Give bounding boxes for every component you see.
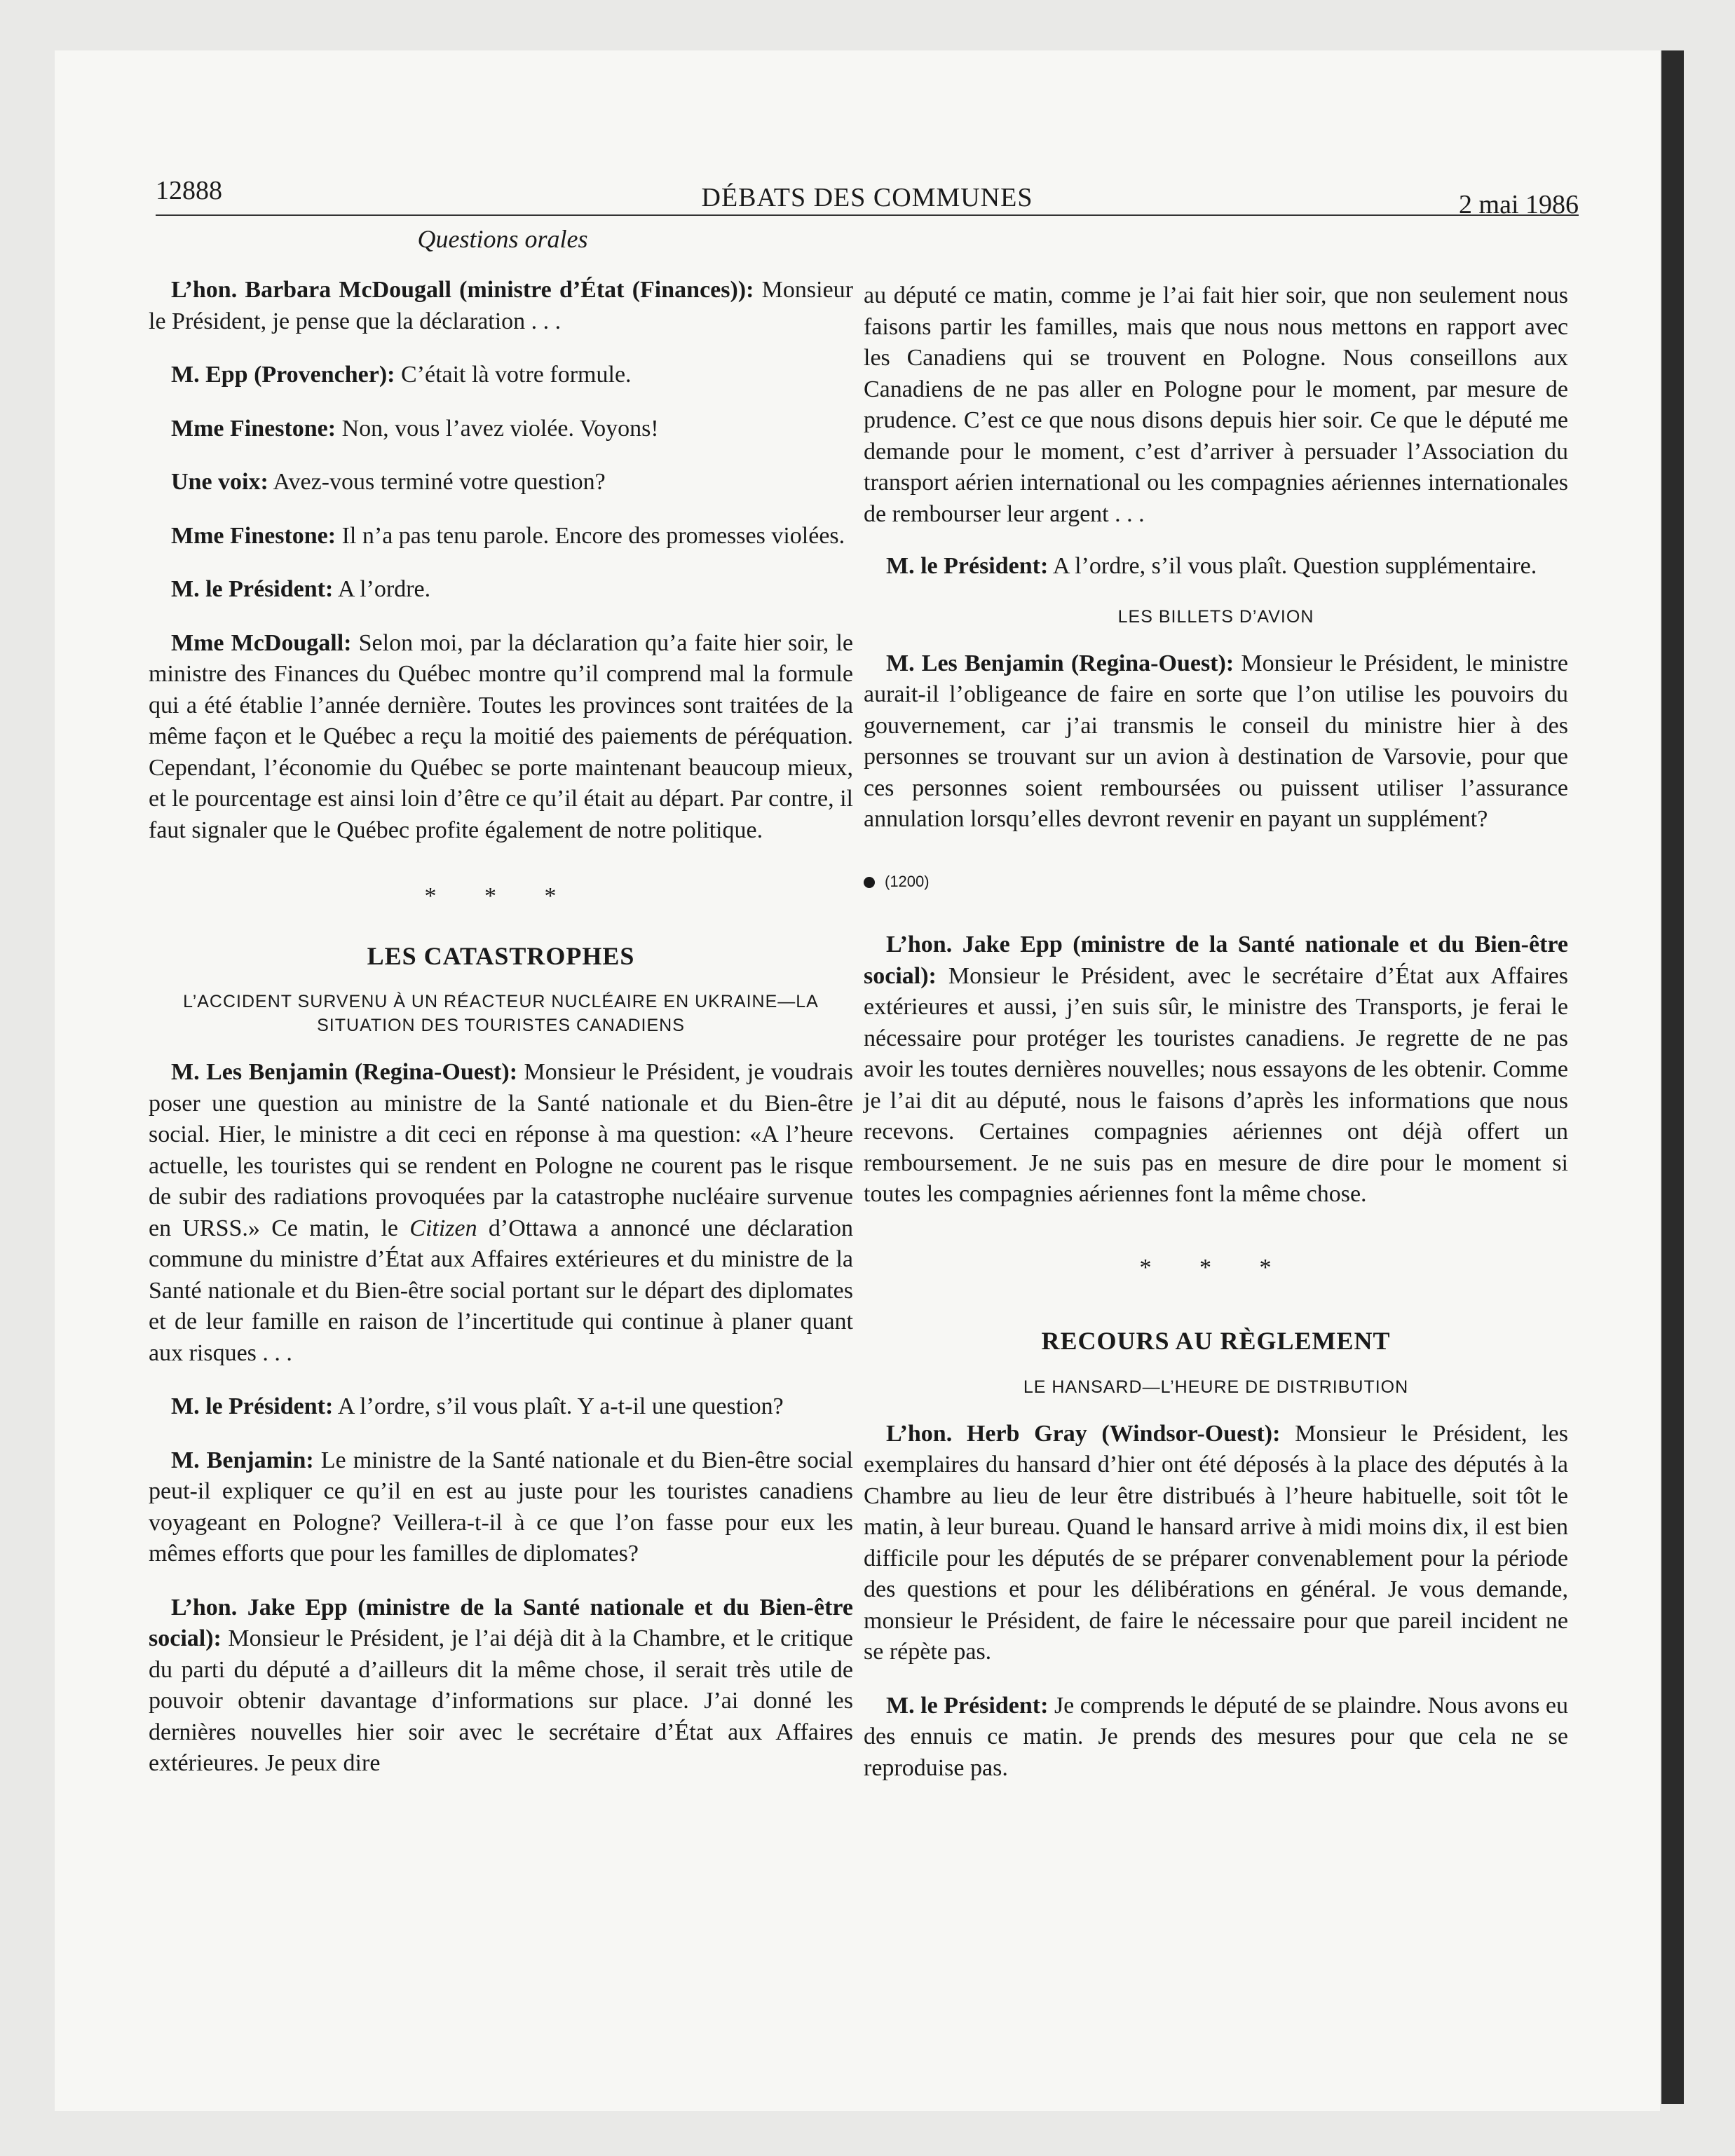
speaker: M. le Président: <box>171 1393 334 1419</box>
subsection-heading: LE HANSARD—L’HEURE DE DISTRIBUTION <box>1023 1377 1409 1397</box>
paragraph: M. Epp (Provencher): C’était là votre formule. <box>171 362 632 388</box>
bullet-icon <box>864 877 875 888</box>
speaker: L’hon. Barbara McDougall (ministre d’État (Finances)): <box>171 277 754 303</box>
speaker: Mme Finestone: <box>171 522 336 549</box>
paragraph: Mme Finestone: Il n’a pas tenu parole. Encore des promesses violées. <box>171 522 845 549</box>
speaker: M. Les Benjamin (Regina-Ouest): <box>171 1059 518 1085</box>
publication-title: DÉBATS DES COMMUNES <box>701 183 1033 212</box>
paragraph: M. le Président: A l’ordre, s’il vous plaît. Question supplémentaire. <box>886 553 1537 579</box>
section-separator: * * * <box>424 883 578 909</box>
speaker: Mme McDougall: <box>171 629 352 656</box>
paragraph: L’hon. Herb Gray (Windsor-Ouest): Monsieur le Président, les exemplaires du hansard d’hier ont été déposés à la place des députés à la Chambre au lieu de leur être distribués à l’heure habituelle, soit tôt le matin, à leur bureau. Quand le hansard arrive à midi moins dix, il est bien difficile pour les députés de se préparer convenablement pour la période des questions et pour les délibérations en général. Je vous demande, monsieur le Président, de faire le nécessaire pour que pareil incident ne se répète pas. <box>864 1420 1568 1665</box>
speaker: M. Les Benjamin (Regina-Ouest): <box>886 650 1234 676</box>
paragraph-continued: au député ce matin, comme je l’ai fait hier soir, que non seulement nous faisons partir les familles, mais que nous nous mettons en rapport avec les Canadiens qui se trouvent en Pologne. Nous conseillons aux Canadiens de ne pas aller en Pologne pour le moment, par mesure de prudence. C’est ce que nous disons depuis hier soir. Ce que le député me demande pour le moment, c’est d’arriver à persuader l’Association du transport aérien international ou les compagnies aériennes internationales de rembourser leur argent . . . <box>864 282 1568 527</box>
subsection-heading: LES BILLETS D’AVION <box>1117 606 1314 627</box>
running-head: Questions orales <box>417 225 588 253</box>
page-number: 12888 <box>156 176 222 205</box>
paragraph: L’hon. Barbara McDougall (ministre d’État (Finances)): Monsieur le Président, je pense que la déclaration . . . <box>149 277 853 334</box>
paragraph: Mme Finestone: Non, vous l’avez violée. Voyons! <box>171 415 659 442</box>
page-header <box>156 175 1579 219</box>
speaker: M. Benjamin: <box>171 1447 314 1473</box>
paragraph: M. le Président: A l’ordre, s’il vous plaît. Y a-t-il une question? <box>171 1393 784 1419</box>
speaker: M. le Président: <box>886 1692 1049 1719</box>
speaker: L’hon. Jake Epp (ministre de la Santé nationale et du Bien-être social): <box>864 932 1568 989</box>
paragraph: M. Les Benjamin (Regina-Ouest): Monsieur le Président, le ministre aurait-il l’obligeance de faire en sorte que l’on utilise les pouvoirs du gouvernement, car j’ai transmis le conseil du ministre hier à des personnes se trouvant sur un avion à destination de Varsovie, pour que ces personnes soient remboursées ou puissent utiliser l’assurance annulation lorsqu’elles devront revenir en payant un supplément? <box>864 650 1568 832</box>
section-heading: RECOURS AU RÈGLEMENT <box>1041 1327 1391 1355</box>
paragraph: M. le Président: Je comprends le député de se plaindre. Nous avons eu des ennuis ce matin. Je prends des mesures pour que cela ne se reproduise pas. <box>864 1692 1568 1781</box>
paragraph: Mme McDougall: Selon moi, par la déclaration qu’a faite hier soir, le ministre des Finances du Québec montre qu’il comprend mal la formule qui a été établie l’année dernière. Toutes les provinces sont traitées de la même façon et le Québec a reçu la moitié des paiements de péréquation. Cependant, l’économie du Québec se porte maintenant beaucoup mieux, et le pourcentage est ainsi loin d’être ce qu’il était au départ. Par contre, il faut signaler que le Québec profite également de notre politique. <box>149 629 853 843</box>
scan-edge <box>1661 50 1684 2104</box>
subsection-heading: L’ACCIDENT SURVENU À UN RÉACTEUR NUCLÉAIRE EN UKRAINE—LA SITUATION DES TOURISTES CANADIENS <box>183 992 819 1035</box>
speaker: M. le Président: <box>171 576 334 602</box>
speaker: M. Epp (Provencher): <box>171 362 395 388</box>
paragraph: L’hon. Jake Epp (ministre de la Santé nationale et du Bien-être social): Monsieur le Président, je l’ai déjà dit à la Chambre, et le critique du parti du député a d’ailleurs dit la même chose, il serait très utile de pouvoir obtenir davantage d’informations sur place. J’ai donné les dernières nouvelles hier soir avec le secrétaire d’État aux Affaires extérieures. Je peux dire <box>149 1594 853 1776</box>
paragraph: M. Les Benjamin (Regina-Ouest): Monsieur le Président, je voudrais poser une question au ministre de la Santé nationale et du Bien-être social. Hier, le ministre a dit ceci en réponse à ma question: «A l’heure actuelle, les touristes qui se rendent en Pologne ne courent pas le risque de subir des radiations provoquées par la catastrophe nucléaire survenue en URSS.» Ce matin, le Citizen d’Ottawa a annoncé une déclaration commune du ministre d’État aux Affaires extérieures et du ministre de la Santé nationale et du Bien-être social portant sur le départ des diplomates et de leur famille en raison de l’incertitude qui continue à planer quant aux risques . . . <box>149 1059 853 1366</box>
section-heading: LES CATASTROPHES <box>367 941 635 970</box>
speaker: L’hon. Herb Gray (Windsor-Ouest): <box>886 1420 1281 1447</box>
newspaper-title: Citizen <box>409 1215 477 1241</box>
speaker: Mme Finestone: <box>171 415 336 442</box>
right-column <box>864 280 1568 1806</box>
speaker: L’hon. Jake Epp (ministre de la Santé nationale et du Bien-être social): <box>149 1594 853 1651</box>
speaker: Une voix: <box>171 469 268 495</box>
speaker: M. le Président: <box>886 553 1049 579</box>
section-separator: * * * <box>1139 1254 1293 1281</box>
issue-date: 2 mai 1986 <box>1459 190 1579 219</box>
time-marker: (1200) <box>864 866 1568 898</box>
paragraph: M. Benjamin: Le ministre de la Santé nationale et du Bien-être social peut-il expliquer ce qu’il en est au juste pour les touristes canadiens voyageant en Pologne? Veillera-t-il à ce que l’on fasse pour eux les mêmes efforts que pour les familles de diplomates? <box>149 1447 853 1567</box>
paragraph: Une voix: Avez-vous terminé votre question? <box>171 469 606 495</box>
paragraph: L’hon. Jake Epp (ministre de la Santé nationale et du Bien-être social): Monsieur le Président, avec le secrétaire d’État aux Affaires extérieures et aussi, j’en suis sûr, le ministre des Transports, je ferai le nécessaire pour protéger les touristes canadiens. Je regrette de ne pas avoir les toutes dernières nouvelles; nous essayons de les obtenir. Comme je l’ai dit au député, nous le faisons d’après les informations que nous recevons. Certaines compagnies aériennes ont déjà offert un remboursement. Je ne suis pas en mesure de dire pour le moment si toutes les compagnies aériennes font la même chose. <box>864 932 1568 1207</box>
left-column <box>149 275 853 1802</box>
paragraph: M. le Président: A l’ordre. <box>171 576 431 602</box>
